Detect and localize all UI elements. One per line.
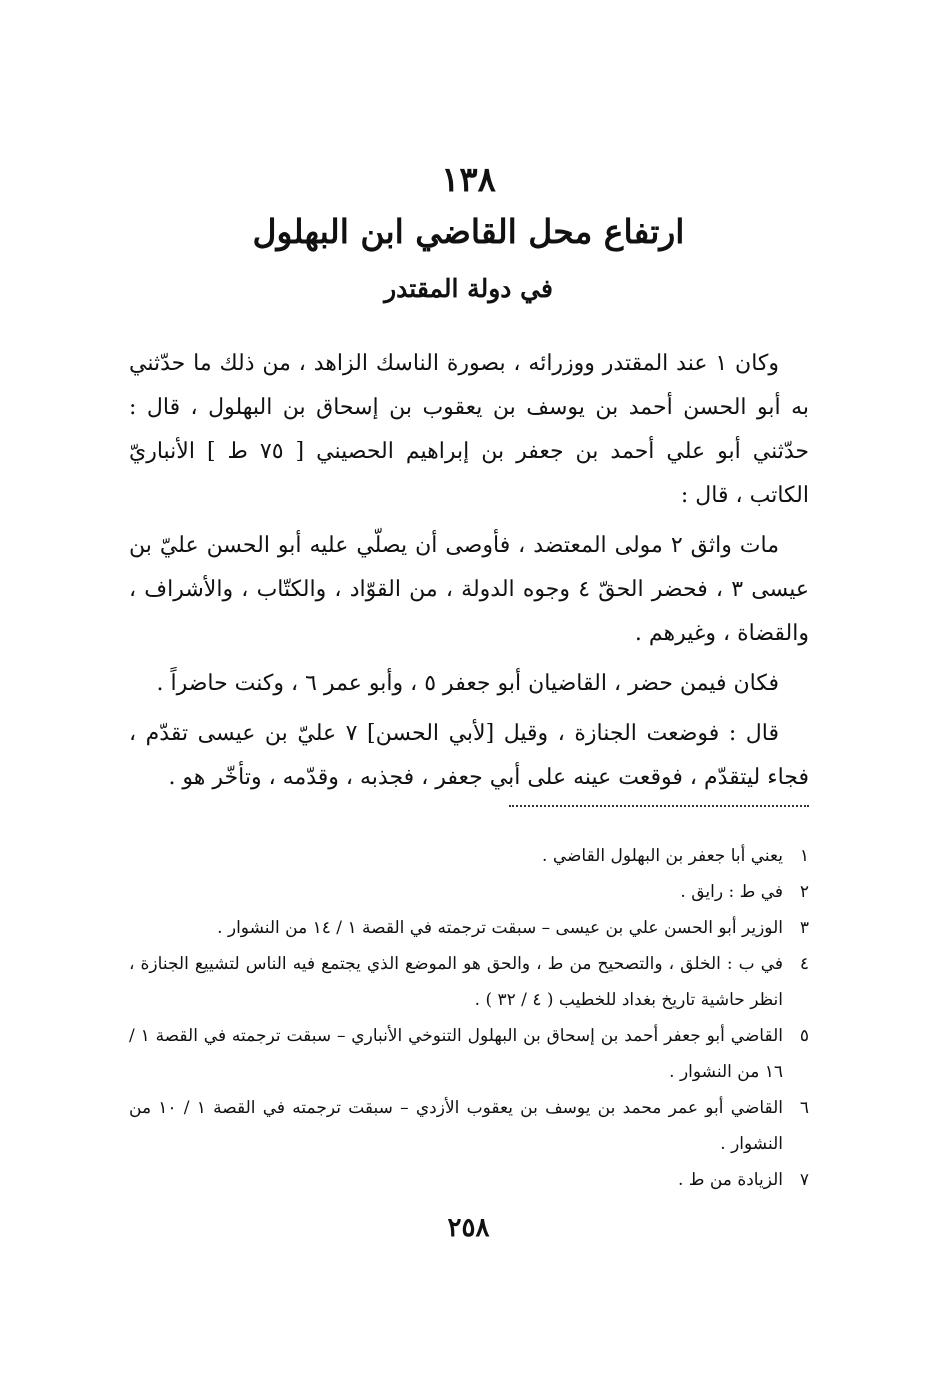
footnote-text: الوزير أبو الحسن علي بن عيسى – سبقت ترجمته في القصة ١ / ١٤ من النشوار . <box>217 918 783 938</box>
story-subtitle: في دولة المقتدر <box>384 274 553 303</box>
paragraph: فكان فيمن حضر ، القاضيان أبو جعفر ٥ ، وأبو عمر ٦ ، وكنت حاضراً . <box>156 671 779 696</box>
footnote <box>129 1090 809 1162</box>
footnotes <box>129 838 809 1198</box>
footnote-text: يعني أبا جعفر بن البهلول القاضي . <box>542 846 783 866</box>
footnote-text: في ب : الخلق ، والتصحيح من ط ، والحق هو الموضع الذي يجتمع فيه الناس لتشييع الجنازة ، انظر حاشية تاريخ بغداد للخطيب ( ٤ / ٣٢ ) . <box>129 954 783 1010</box>
story-number: ١٣٨ <box>441 160 496 200</box>
footnote-text: القاضي أبو جعفر أحمد بن إسحاق بن البهلول التنوخي الأنباري – سبقت ترجمته في القصة ١ / ١٦ من النشوار . <box>129 1026 783 1082</box>
footnote-text: في ط : رايق . <box>680 882 783 902</box>
main-text <box>129 342 809 806</box>
footnote-number: ٦ <box>799 1098 809 1118</box>
paragraph: قال : فوضعت الجنازة ، وقيل [لأبي الحسن] ٧ عليّ بن عيسى تقدّم ، فجاء ليتقدّم ، فوقعت عينه على أبي جعفر ، فجذبه ، وقدّمه ، وتأخّر هو . <box>129 721 809 790</box>
footnote <box>129 838 809 874</box>
footnote-number: ٧ <box>799 1170 809 1190</box>
footnote-number: ٤ <box>799 954 809 974</box>
footnote <box>129 946 809 1018</box>
page-number: ٢٥٨ <box>447 1213 490 1243</box>
footnote <box>129 1018 809 1090</box>
footnote <box>129 910 809 946</box>
paragraph: وكان ١ عند المقتدر ووزرائه ، بصورة الناسك الزاهد ، من ذلك ما حدّثني به أبو الحسن أحمد بن يوسف بن يعقوب بن إسحاق بن البهلول ، قال : حدّثني أبو علي أحمد بن جعفر بن إبراهيم الحصيني [ ٧٥ ط ] الأنباريّ الكاتب ، قال : <box>129 351 809 508</box>
paragraph: مات واثق ٢ مولى المعتضد ، فأوصى أن يصلّي عليه أبو الحسن عليّ بن عيسى ٣ ، فحضر الحقّ ٤ وجوه الدولة ، من القوّاد ، والكتّاب ، والأشراف ، والقضاة ، وغيرهم . <box>129 533 809 646</box>
footnote-text: القاضي أبو عمر محمد بن يوسف بن يعقوب الأزدي – سبقت ترجمته في القصة ١ / ١٠ من النشوار . <box>129 1098 784 1154</box>
footnote-number: ٣ <box>799 918 809 938</box>
footnote-number: ١ <box>799 846 809 866</box>
footnote <box>129 1162 809 1198</box>
footnote-number: ٥ <box>799 1026 809 1046</box>
footnote-text: الزيادة من ط . <box>677 1170 783 1190</box>
footnote-separator <box>509 805 809 807</box>
footnote-number: ٢ <box>799 882 809 902</box>
story-title: ارتفاع محل القاضي ابن البهلول <box>252 212 685 251</box>
footnote <box>129 874 809 910</box>
